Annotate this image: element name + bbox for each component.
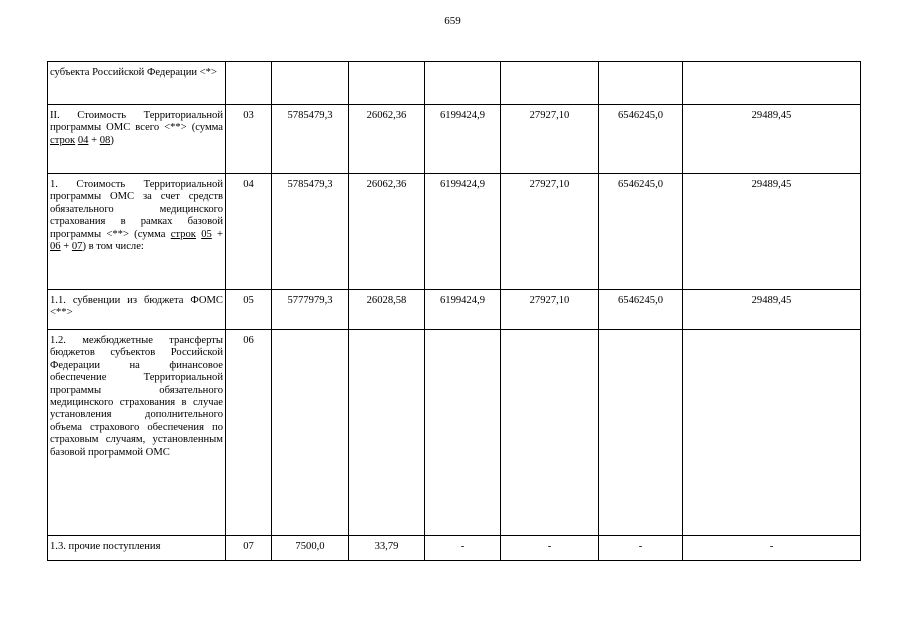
row-code-cell: 04 — [226, 174, 272, 290]
value-cell: 33,79 — [349, 536, 425, 561]
row-name-text: + — [60, 241, 72, 253]
value-cell — [683, 330, 861, 536]
value-cell: 29489,45 — [683, 174, 861, 290]
value-cell: 29489,45 — [683, 290, 861, 330]
page-number: 659 — [444, 15, 461, 27]
value-cell: 29489,45 — [683, 105, 861, 174]
value-cell: 6199424,9 — [425, 290, 501, 330]
value-cell: - — [501, 536, 599, 561]
value-cell: 5785479,3 — [272, 105, 349, 174]
value-cell: 6546245,0 — [599, 174, 683, 290]
value-cell: - — [599, 536, 683, 561]
value-cell: 5777979,3 — [272, 290, 349, 330]
row-reference-link[interactable]: 07 — [71, 241, 83, 253]
row-name-cell — [48, 105, 226, 174]
value-cell — [501, 330, 599, 536]
row-name-cell — [48, 290, 226, 330]
table-row — [48, 62, 861, 105]
value-cell: 6546245,0 — [599, 105, 683, 174]
value-cell — [272, 330, 349, 536]
budget-table — [47, 61, 861, 561]
value-cell — [425, 330, 501, 536]
value-cell: 7500,0 — [272, 536, 349, 561]
row-reference-link[interactable]: 08 — [99, 134, 111, 146]
row-code-cell — [226, 62, 272, 105]
row-code-cell: 03 — [226, 105, 272, 174]
value-cell — [599, 62, 683, 105]
row-name-cell — [48, 330, 226, 536]
value-cell: 26062,36 — [349, 174, 425, 290]
table-row — [48, 330, 861, 536]
row-name-text: 1.3. прочие поступления — [50, 541, 161, 552]
row-name-cell — [48, 174, 226, 290]
table-row — [48, 536, 861, 561]
row-name-text: 1.2. межбюджетные трансферты бюджетов субъектов Российской Федерации на финансовое обеспечение Территориальной программы обязательного медицинского страхования в случае установления дополнительного объема страхового обеспечения по страховым случаям, установленным базовой программой ОМС — [50, 335, 223, 458]
value-cell: - — [683, 536, 861, 561]
value-cell: 6199424,9 — [425, 105, 501, 174]
row-code-cell: 05 — [226, 290, 272, 330]
value-cell: 26062,36 — [349, 105, 425, 174]
row-name-text: ) — [110, 134, 114, 146]
table-body — [48, 62, 861, 561]
row-reference-link[interactable]: строк — [50, 134, 76, 146]
value-cell — [425, 62, 501, 105]
row-name-text: 1.1. субвенции из бюджета ФОМС <**> — [50, 295, 223, 319]
value-cell: 27927,10 — [501, 174, 599, 290]
value-cell — [349, 330, 425, 536]
value-cell: 6546245,0 — [599, 290, 683, 330]
row-reference-link[interactable]: 04 — [77, 134, 89, 146]
row-name-text: + — [88, 134, 100, 146]
table-row — [48, 290, 861, 330]
row-reference-link[interactable]: 06 — [50, 241, 61, 253]
value-cell: 5785479,3 — [272, 174, 349, 290]
row-name-cell — [48, 62, 226, 105]
row-name-text: ) в том числе: — [82, 241, 144, 253]
row-code-cell: 06 — [226, 330, 272, 536]
value-cell — [683, 62, 861, 105]
row-code-cell: 07 — [226, 536, 272, 561]
value-cell — [501, 62, 599, 105]
row-reference-link[interactable]: 05 — [201, 228, 212, 240]
value-cell — [272, 62, 349, 105]
table-row — [48, 105, 861, 174]
row-name-text: II. Стоимость Территориальной программы ОМС всего <**> (сумма — [50, 110, 223, 134]
value-cell: 26028,58 — [349, 290, 425, 330]
row-name-text: субъекта Российской Федерации <*> — [50, 67, 217, 78]
value-cell: 27927,10 — [501, 290, 599, 330]
value-cell: - — [425, 536, 501, 561]
row-reference-link[interactable]: строк — [170, 228, 196, 240]
value-cell: 6199424,9 — [425, 174, 501, 290]
value-cell — [349, 62, 425, 105]
table-row — [48, 174, 861, 290]
value-cell: 27927,10 — [501, 105, 599, 174]
row-name-text: + — [211, 228, 224, 240]
row-name-text: 1. Стоимость Территориальной программы ОМС за счет средств обязательного медицинского страхования в рамках базовой программы <**> (сумма — [50, 179, 223, 240]
value-cell — [599, 330, 683, 536]
row-name-cell — [48, 536, 226, 561]
